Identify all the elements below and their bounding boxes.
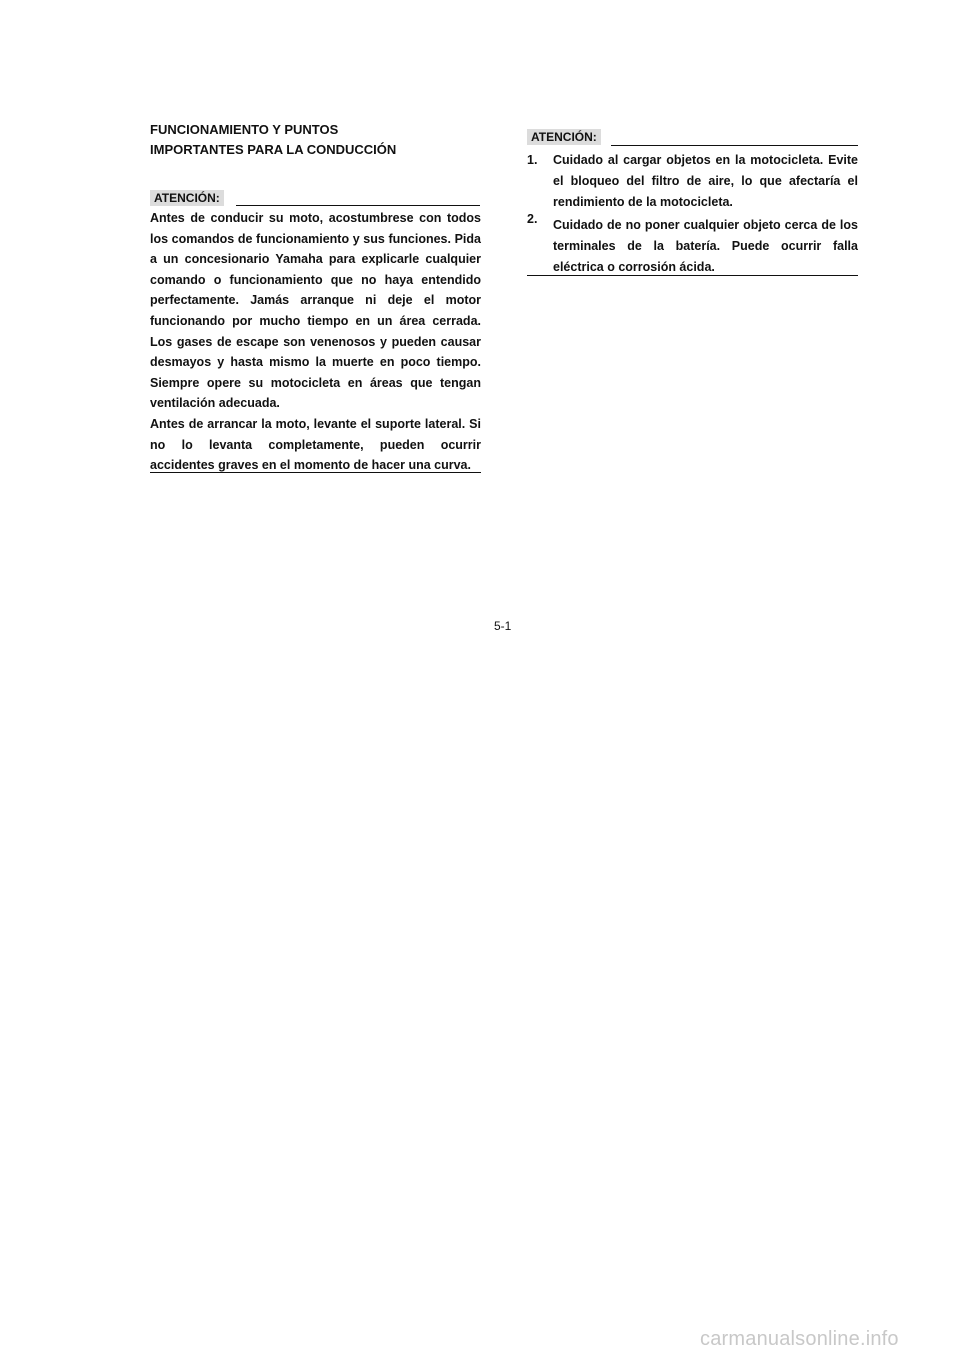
- left-warning-top-rule: [236, 205, 480, 206]
- left-warning-paragraph-1: Antes de conducir su moto, acostumbrese con todos los comandos de funcionamiento y sus funciones. Pida a un concesionario Yamaha para explicarle cualquier comando o funcionamiento que no haya entendido perfectamente. Jamás arranque ni deje el motor funcionando por mucho tiempo en un área cerrada. Los gases de escape son venenosos y pueden causar desmayos y hasta mismo la muerte en poco tiempo. Siempre opere su motocicleta en áreas que tengan ventilación adecuada.: [150, 211, 481, 411]
- right-warning-label: ATENCIÓN:: [527, 129, 601, 145]
- list-item: [527, 212, 858, 278]
- list-item-text: Cuidado al cargar objetos en la motocicleta. Evite el bloqueo del filtro de aire, lo que afectaría el rendimiento de la motocicleta.: [553, 153, 858, 209]
- watermark: carmanualsonline.info: [700, 1328, 899, 1350]
- list-item: [527, 150, 858, 213]
- left-warning-body: [150, 208, 481, 476]
- left-warning-paragraph-2: Antes de arrancar la moto, levante el suporte lateral. Si no lo levanta completamente, pueden ocurrir accidentes graves en el momento de hacer una curva.: [150, 416, 481, 473]
- section-title-line-1: FUNCIONAMIENTO Y PUNTOS: [150, 122, 339, 137]
- left-warning-header: [150, 190, 480, 206]
- right-warning-top-rule: [611, 145, 858, 146]
- page-number: 5-1: [494, 619, 512, 633]
- right-warning-bottom-rule: [527, 275, 858, 276]
- right-warning-header: [527, 129, 858, 145]
- list-item-text: Cuidado de no poner cualquier objeto cerca de los terminales de la batería. Puede ocurrir falla eléctrica o corrosión ácida.: [553, 218, 858, 274]
- right-warning-list: [527, 150, 858, 280]
- section-title-line-2: IMPORTANTES PARA LA CONDUCCIÓN: [150, 142, 397, 157]
- left-warning-bottom-rule: [150, 472, 481, 473]
- list-item-number: 1.: [527, 153, 538, 167]
- left-warning-label: ATENCIÓN:: [150, 190, 224, 206]
- list-item-number: 2.: [527, 212, 538, 226]
- section-title: [150, 120, 490, 160]
